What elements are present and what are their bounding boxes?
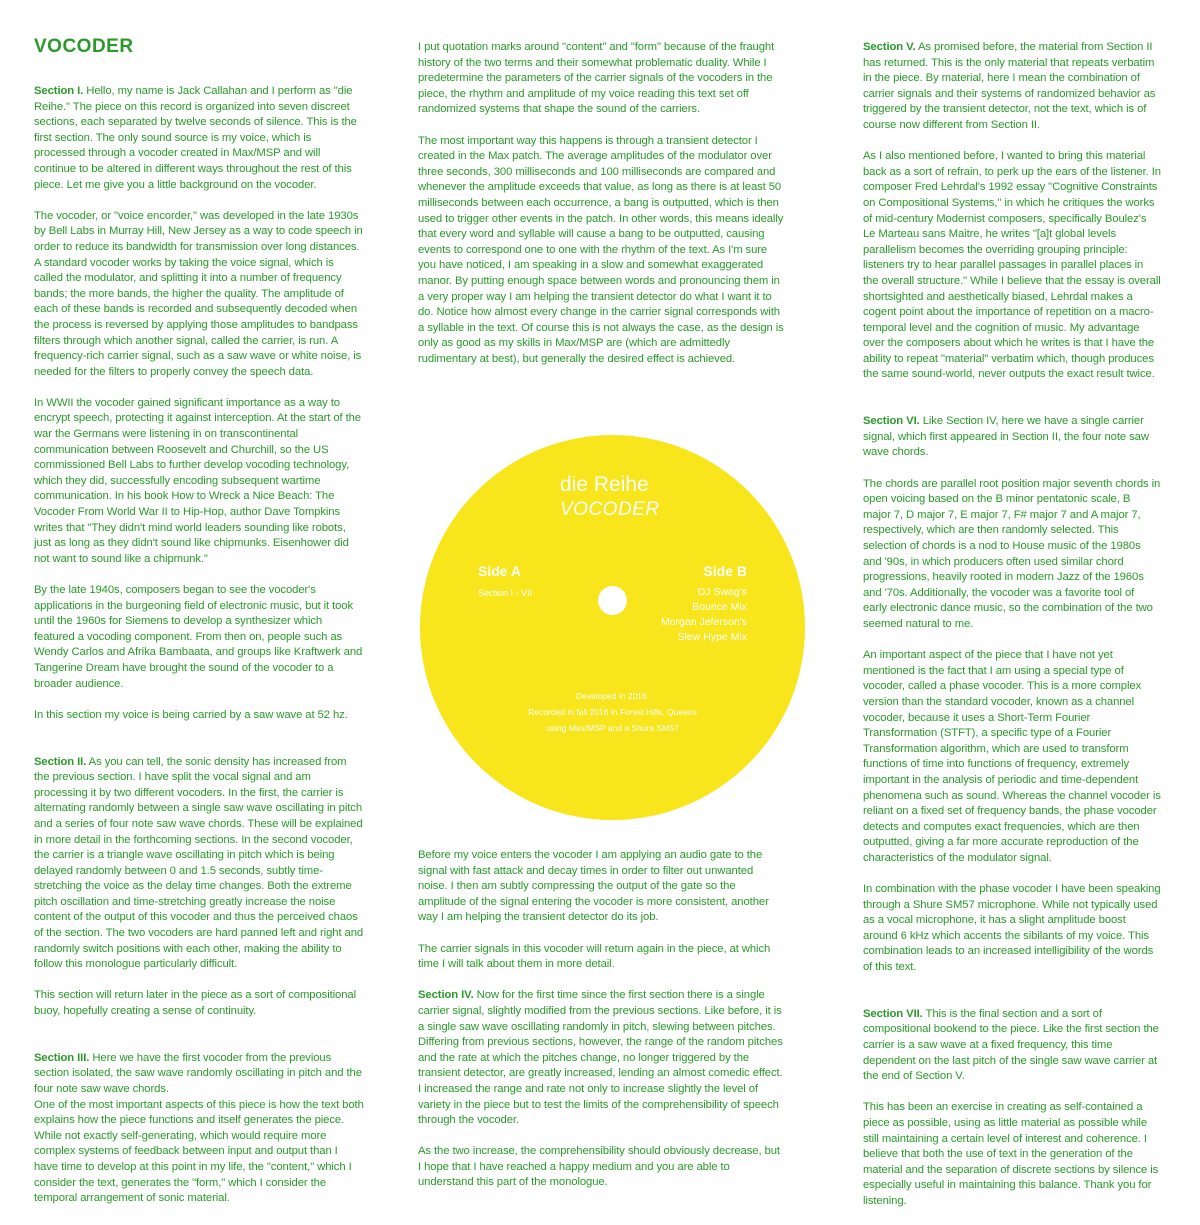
carrier-return-paragraph: The carrier signals in this vocoder will return again in the piece, at which time I will talk about them in more detail. bbox=[418, 942, 771, 971]
side-b-track: Slew Hype Mix bbox=[677, 631, 747, 643]
credit-line: Developed in 2016. bbox=[575, 691, 650, 701]
column-middle-bottom bbox=[418, 848, 784, 1207]
section-4-paragraph bbox=[418, 988, 784, 1128]
spindle-hole bbox=[598, 586, 627, 615]
side-b-track: Bounce Mix bbox=[692, 601, 747, 613]
saw-wave-paragraph: In this section my voice is being carried by a saw wave at 52 hz. bbox=[34, 708, 348, 721]
section-2-heading: Section II. bbox=[34, 755, 87, 768]
section-3-paragraph bbox=[34, 1051, 364, 1098]
comprehensibility-paragraph: As the two increase, the comprehensibility should obviously decrease, but I hope that I have reached a happy medium and you are able to understand this part of the monologue. bbox=[418, 1145, 780, 1189]
section-1-heading: Section I. bbox=[34, 85, 84, 97]
aspects-paragraph: One of the most important aspects of this piece is how the text both explains how the piece functions and itself generates the piece. While not exactly self-generating, which would require more complex systems of feedback between input and output than I have time to develop at this point in my life, the "content," which I consider the text, generates the "form," which I consider the temporal arrangement of sonic material. bbox=[34, 1098, 364, 1205]
record-label bbox=[420, 435, 805, 820]
wwii-paragraph: In WWII the vocoder gained significant importance as a way to encrypt speech, protecting it against interception. At the start of the war the Germans were listening in on transcontinental communication between Roosevelt and Churchill, so the US commissioned Bell Labs to further develop vocoding technology, which they did, successfully encoding subsequent wartime communication. In his book How to Wreck a Nice Beach: The Vocoder From World War II to Hip-Hop, author Dave Tompkins writes that "They didn't mind world leaders sounding like robots, just as long as they didn't sound like chipmunks. Eisenhower did not want to sound like a chipmunk." bbox=[34, 396, 361, 565]
section-6-heading: Section VI. bbox=[863, 415, 920, 428]
column-right bbox=[863, 40, 1161, 1225]
label-album: VOCODER bbox=[560, 499, 660, 520]
column-middle-top bbox=[418, 40, 784, 383]
label-side-a-tracks: Section I - VII bbox=[478, 588, 533, 598]
transient-detector-paragraph: The most important way this happens is through a transient detector I created in the Max patch. The average amplitudes of the modulator over three seconds, 300 milliseconds and 100 milliseconds are compared and whenever the amplitude exceeds that value, as long as there is at least 50 milliseconds between each occurrence, a bang is outputted, which is then used to trigger other events in the patch. In other words, this means ideally that every word and syllable will cause a bang to be outputted, causing events to correspond one to one with the rhythm of the text. As I'm sure you have noticed, I am speaking in a slow and somewhat exaggerated manor. By putting enough space between words and pronouncing them in a very proper way I am helping the transient detector do what I want it to do. Notice how almost every change in the carrier signal corresponds with a syllable in the text. Of course this is not always the case, as the design is only as good as my skills in Max/MSP are (which are admittedly rudimentary at best), but generally the desired effect is achieved. bbox=[418, 134, 784, 365]
section-7-paragraph bbox=[863, 1007, 1161, 1085]
section-2-return-paragraph: This section will return later in the piece as a sort of compositional buoy, hopefully creating a sense of continuity. bbox=[34, 989, 357, 1018]
section-4-text: Now for the first time since the first section there is a single carrier signal, slightly modified from the previous sections. Like before, it is a single saw wave oscillating randomly in pitch, slewing between pitches. Differing from previous sections, however, the range of the random pitches and the rate at which the pitches change, no longer triggered by the transient detector, are greatly increased, lending an almost comedic effect. I increased the range and rate not only to increase slightly the level of variety in the piece but to test the limits of the comprehensibility of speech through the vocoder. bbox=[418, 989, 783, 1127]
section-2-text: As you can tell, the sonic density has increased from the previous section. I have split the vocal signal and am processing it by two different vocoders. In the first, the carrier is alternating randomly between a single saw wave oscillating in pitch and a series of four note saw wave chords. These will be explained in more detail in the forthcoming sections. In the second vocoder, the carrier is a triangle wave oscillating in pitch which is being delayed randomly between 0 and 1.5 seconds, subtly time-stretching the voice as the delay time changes. Both the extreme pitch oscillation and time-stretching greatly increase the noise content of the output of this vocoder and thus the perceived chaos of the section. The two vocoders are hard panned left and right and randomly switch positions with each other, making the ability to follow this monologue particularly difficult. bbox=[34, 755, 364, 971]
refrain-paragraph: As I also mentioned before, I wanted to bring this material back as a sort of refrain, to perk up the ears of the listener. In composer Fred Lehrdal's 1992 essay "Cognitive Constraints on Compositional Systems," in which he critiques the works of mid-century Modernist composers, specifically Boulez's Le Marteau sans Maitre, he writes "[a]t global levels parallelism becomes the overriding grouping principle: listeners try to hear parallel passages in parallel places in the overall structure." While I believe that the essay is overall shortsighted and aesthetically biased, Lehrdal makes a cogent point about the importance of repetition on a macro-temporal level and the cognition of music. My advantage over the composers about which he writes is that I have the ability to repeat "material" verbatim which, though produces the same sound-world, never outputs the exact result twice. bbox=[863, 150, 1161, 381]
section-5-paragraph bbox=[863, 40, 1161, 134]
chords-paragraph: The chords are parallel root position major seventh chords in open voicing based on the B minor pentatonic scale, B major 7, D major 7, E major 7, F# major 7 and A major 7, respectively, which are then randomly selected. This selection of chords is a nod to House music of the 1980s and '90s, in which producers often used similar chord progressions, heavily rooted in modern Jazz of the 1960s and '70s. Additionally, the vocoder was a favorite tool of early electronic dance music, so the combination of the two seemed natural to me. bbox=[863, 477, 1161, 630]
label-credits bbox=[420, 688, 805, 736]
credit-line: using Max/MSP and a Shure SM57 bbox=[546, 723, 679, 733]
section-6-paragraph bbox=[863, 414, 1161, 461]
section-5-text: As promised before, the material from Section II has returned. This is the only material that repeats verbatim in the piece. By material, here I mean the combination of carrier signals and their systems of randomized behavior as triggered by the transient detector, not the text, which is of course now different from Section II. bbox=[863, 41, 1156, 131]
vocoder-history-paragraph: The vocoder, or "voice encorder," was developed in the late 1930s by Bell Labs in Murray Hill, New Jersey as a way to code speech in order to reduce its bandwidth for transmission over long distances. A standard vocoder works by taking the voice signal, which is called the modulator, and splitting it into a number of frequency bands; the more bands, the higher the quality. The amplitude of each of these bands is recorded and subsequently decoded when the process is reversed by applying those amplitudes to bandpass filters through which another signal, called the carrier, is run. A frequency-rich carrier signal, such as a saw wave or white noise, is needed for the filters to properly convey the speech data. bbox=[34, 209, 363, 378]
column-left bbox=[34, 84, 364, 1222]
section-3-heading: Section III. bbox=[34, 1051, 90, 1064]
section-1-text: Hello, my name is Jack Callahan and I perform as "die Reihe." The piece on this record is organized into seven discreet sections, each separated by twelve seconds of silence. This is the first section. The only sound source is my voice, which is processed through a vocoder created in Max/MSP and will continue to be altered in different ways throughout the rest of this piece. Let me give you a little background on the vocoder. bbox=[34, 85, 357, 191]
label-artist: die Reihe bbox=[560, 473, 649, 496]
phase-vocoder-paragraph: An important aspect of the piece that I have not yet mentioned is the fact that I am using a special type of vocoder, called a phase vocoder. This is a more complex version than the standard vocoder, known as a channel vocoder, because it uses a Short-Term Fourier Transformation (STFT), a specific type of a Fourier Transformation algorithm, which are used to transform functions of time into functions of frequency, extremely important in the analysis of periodic and time-dependent phenomena such as sound. Whereas the channel vocoder is reliant on a fixed set of frequency bands, the phase vocoder detects and computes exact frequencies, which are then outputted, giving a far more accurate reproduction of the characteristics of the modulator signal. bbox=[863, 649, 1161, 864]
side-b-track: DJ Swag's bbox=[697, 586, 747, 598]
section-3-text: Here we have the first vocoder from the previous section isolated, the saw wave randomly oscillating in pitch and the four note saw wave chords. bbox=[34, 1051, 362, 1095]
label-side-a: Side A bbox=[478, 563, 522, 579]
section-5-heading: Section V. bbox=[863, 41, 916, 53]
section-7-text: This is the final section and a sort of compositional bookend to the piece. Like the first section the carrier is a saw wave at a fixed frequency, this time dependent on the last pitch of the single saw wave carrier at the end of Section V. bbox=[863, 1007, 1159, 1083]
section-7-heading: Section VII. bbox=[863, 1007, 923, 1020]
closing-paragraph: This has been an exercise in creating as self-contained a piece as possible, using as little material as possible while still maintaining a certain level of interest and coherence. I believe that both the use of text in the generation of the material and the separation of discrete sections by silence is especially useful in maintaining this balance. Thank you for listening. bbox=[863, 1101, 1159, 1207]
section-1-paragraph bbox=[34, 84, 364, 193]
page-title: VOCODER bbox=[34, 36, 134, 57]
label-side-b: Side B bbox=[703, 563, 747, 579]
section-4-heading: Section IV. bbox=[418, 989, 474, 1002]
label-side-b-tracks bbox=[661, 585, 747, 645]
section-2-paragraph bbox=[34, 755, 364, 973]
audio-gate-paragraph: Before my voice enters the vocoder I am applying an audio gate to the signal with fast attack and decay times in order to filter out unwanted noise. I then am subtly compressing the output of the gate so the amplitude of the signal entering the vocoder is more consistent, another way I am helping the transient detector do its job. bbox=[418, 849, 769, 924]
composers-paragraph: By the late 1940s, composers began to see the vocoder's applications in the burgeoning field of electronic music, but it took until the 1960s for Siemens to develop a synthesizer which featured a vocoding component. From then on, people such as Wendy Carlos and Afrika Bambaata, and groups like Kraftwerk and Tangerine Dream have brought the sound of the vocoder to a broader audience. bbox=[34, 584, 363, 690]
microphone-paragraph: In combination with the phase vocoder I have been speaking through a Shure SM57 microphone. While not typically used as a vocal microphone, it has a slight amplitude boost around 6 kHz which accents the sibilants of my voice. This combination leads to an increased intelligibility of the words of this text. bbox=[863, 883, 1161, 974]
side-b-track: Morgan Jeferson's bbox=[660, 616, 747, 628]
quotation-marks-paragraph: I put quotation marks around "content" and "form" because of the fraught history of the two terms and their somewhat problematic duality. While I predetermine the parameters of the carrier signals of the vocoders in the piece, the rhythm and amplitude of my voice reading this text set off randomized systems that shape the sound of the carriers. bbox=[418, 41, 775, 116]
section-6-text: Like Section IV, here we have a single carrier signal, which first appeared in Section II, the four note saw wave chords. bbox=[863, 415, 1149, 459]
credit-line: Recorded in fall 2016 in Forest Hills, Queens bbox=[528, 707, 697, 717]
